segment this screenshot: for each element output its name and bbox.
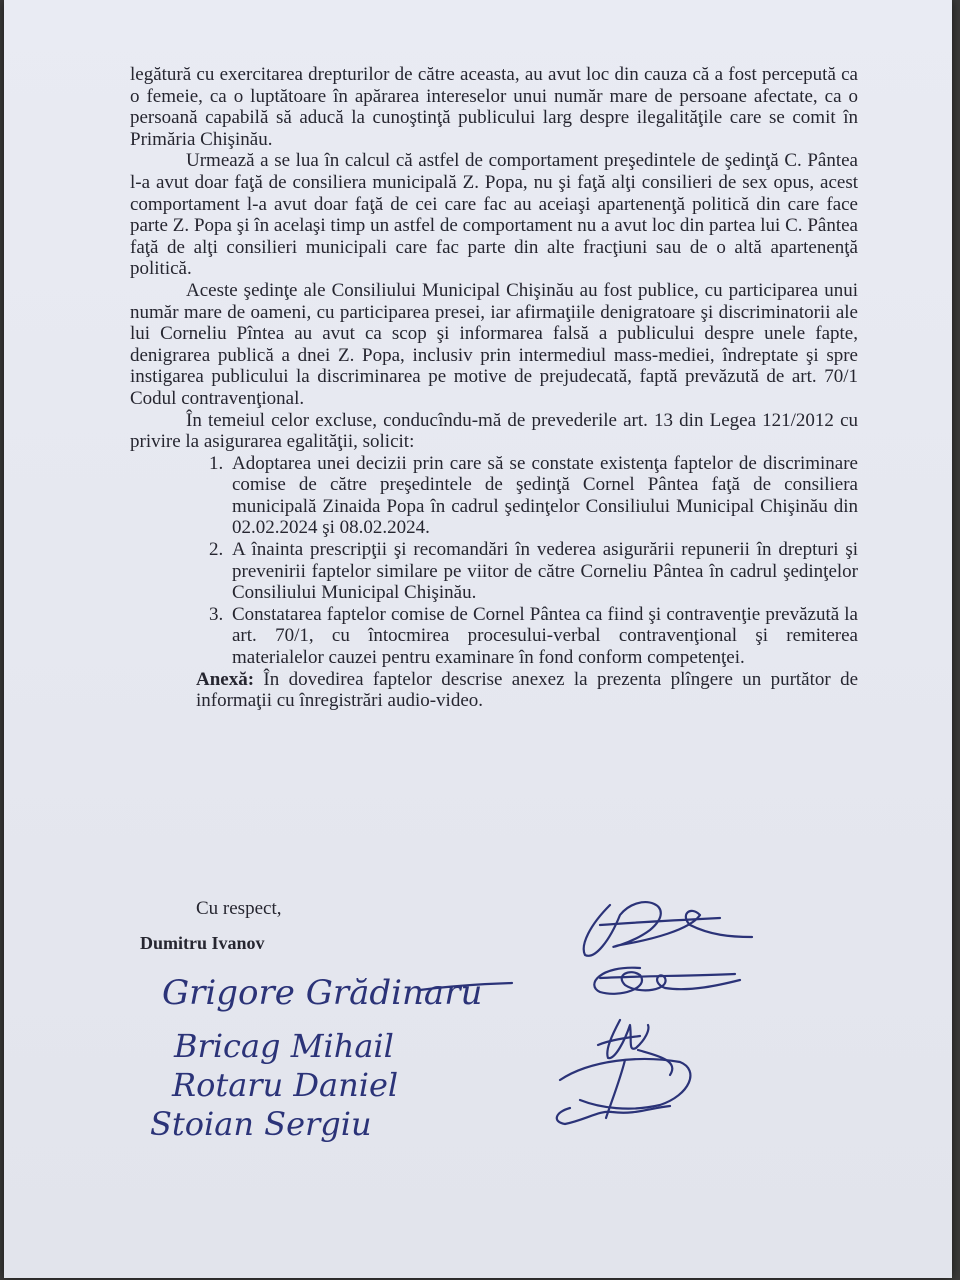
author-name: Dumitru Ivanov <box>140 933 265 953</box>
paragraph: Aceste şedinţe ale Consiliului Municipal Chişinău au fost publice, cu participarea unui număr mare de oameni, cu participarea presei, iar afirmaţiile denigratoare şi discriminatorii ale lui Corneliu Pîntea au avut ca scop şi informarea falsă a publicului despre unele fapte, denigrarea publică a dnei Z. Popa, inclusiv prin intermediul mass-mediei, îndreptate şi spre instigarea publicului la discriminarea pe motive de prejudecată, faptă prevăzută de art. 70/1 Codul contravenţional. <box>130 279 858 409</box>
request-item: 1. Adoptarea unei decizii prin care să se constate existenţa faptelor de discriminare comise de către preşedintele de şedinţă Cornel Pântea faţă de consiliera municipală Zinaida Popa în cadrul şedinţelor Consiliului Municipal Chişinău din 02.02.2024 şi 08.02.2024. <box>228 453 858 539</box>
annex-text: În dovedirea faptelor descrise anexez la prezenta plîngere un purtător de informaţii cu înregistrări audio-video. <box>196 668 859 712</box>
handwritten-name: Bricag Mihail <box>174 1027 394 1065</box>
closing: Cu respect, <box>196 898 282 919</box>
handwritten-name: Grigore Grădinaru <box>162 973 483 1013</box>
paragraph: Urmează a se lua în calcul că astfel de comportament preşedintele de şedinţă C. Pântea l-a avut doar faţă de consiliera municipală Z. Popa, nu şi faţă alţi consilieri de sex opus, acest comportament l-a avut doar faţă de cei care fac au aceiaşi apartenenţă politică din care face parte Z. Popa şi în acelaşi timp un astfel de comportament nu a avut loc din partea lui C. Pântea faţă de alţi consilieri municipali care fac parte din alte fracţiuni sau de o altă apartenenţă politică. <box>130 150 858 280</box>
document-page <box>4 0 952 1278</box>
annex-paragraph <box>130 669 858 712</box>
handwritten-name: Stoian Sergiu <box>150 1105 372 1143</box>
requests-list <box>130 453 858 669</box>
annex-label: Anexă: <box>196 668 255 690</box>
handwritten-name: Rotaru Daniel <box>172 1066 399 1104</box>
request-item: 2. A înainta prescripţii şi recomandări în vederea asigurării repunerii în drepturi şi prevenirii faptelor similare pe viitor de către Corneliu Pântea în cadrul şedinţelor Consiliului Municipal Chişinău. <box>228 539 858 604</box>
request-item: 3. Constatarea faptelor comise de Cornel Pântea ca fiind şi contravenţie prevăzută la art. 70/1, cu întocmirea procesului-verbal contravenţional şi remiterea materialelor cauzei pentru examinare în fond conform competenţei. <box>228 604 858 669</box>
paragraph: legătură cu exercitarea drepturilor de către aceasta, au avut loc din cauza că a fost percepută ca o femeie, ca o luptătoare în apărarea intereselor unui număr mare de persoane afectate, ca o persoană capabilă să aducă la cunoştinţă publicului larg despre ilegalităţile care se comit în Primăria Chişinău. <box>130 64 858 150</box>
paragraph: În temeiul celor excluse, conducîndu-mă de prevederile art. 13 din Legea 121/2012 cu privire la asigurarea egalităţii, solicit: <box>130 409 858 453</box>
document-body <box>130 64 858 712</box>
